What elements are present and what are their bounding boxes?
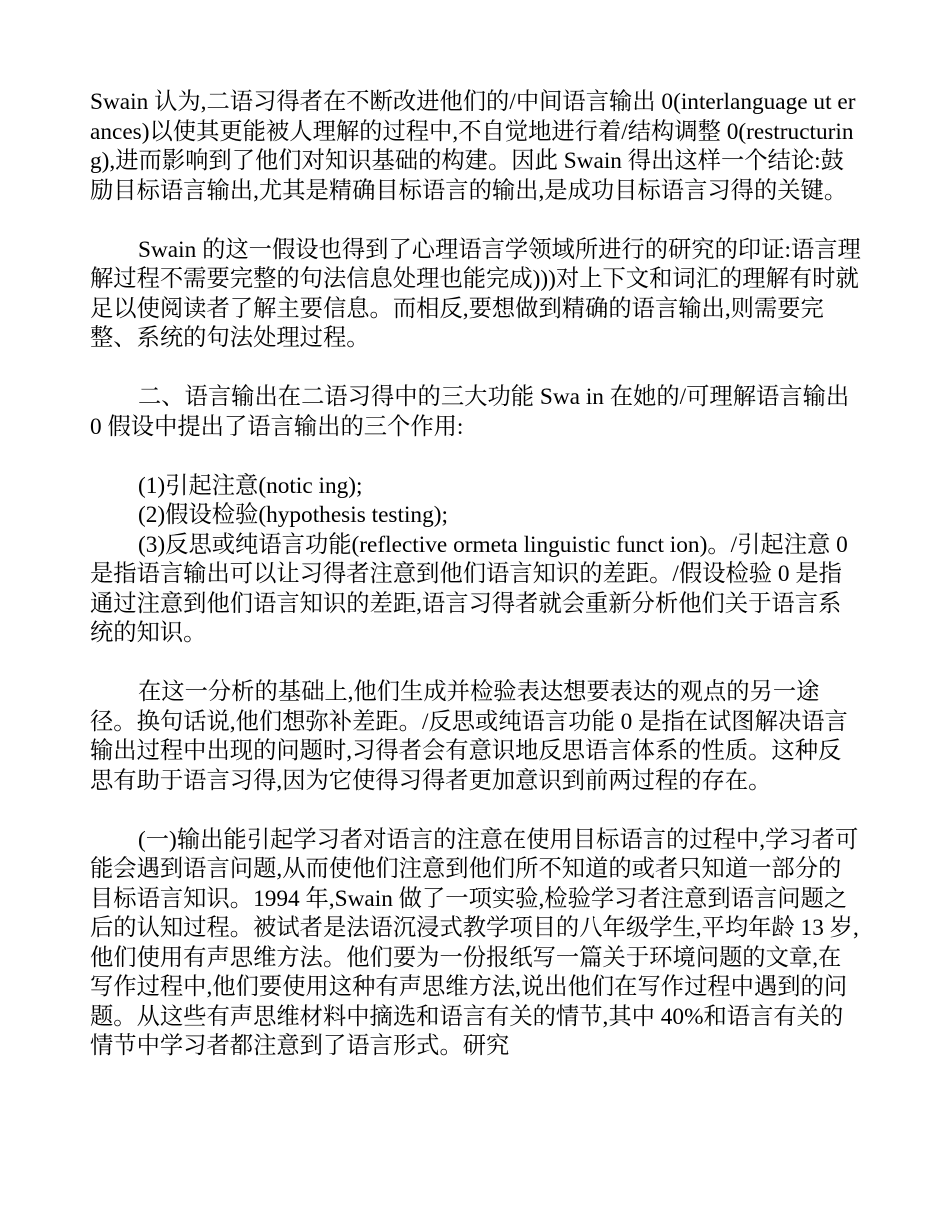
paragraph-swain-restructuring: Swain 认为,二语习得者在不断改进他们的/中间语言输出 0(interlanguage ut erances)以使其更能被人理解的过程中,不自觉地进行着/结构调整 0(restructuring),进而影响到了他们对知识基础的构建。因此 Swain 得出这样一个结论:鼓励目标语言输出,尤其是精确目标语言的输出,是成功目标语言习得的关键。	[90, 89, 856, 204]
function-list	[90, 472, 862, 649]
list-item-noticing: (1)引起注意(notic ing);	[138, 472, 363, 499]
paragraph-three-functions-heading: 二、语言输出在二语习得中的三大功能 Swa in 在她的/可理解语言输出 0 假设中提出了语言输出的三个作用:	[90, 384, 850, 440]
paragraph-noticing-experiment: (一)输出能引起学习者对语言的注意在使用目标语言的过程中,学习者可能会遇到语言问题,从而使他们注意到他们所不知道的或者只知道一部分的目标语言知识。1994 年,Swain 做了一项实验,检验学习者注意到语言问题之后的认知过程。被试者是法语沉浸式教学项目的八年级学生,平均年龄 13 岁,他们使用有声思维方法。他们要为一份报纸写一篇关于环境问题的文章,在写作过程中,他们要使用这种有声思维方法,说出他们在写作过程中遇到的问题。从这些有声思维材料中摘选和语言有关的情节,其中 40%和语言有关的情节中学习者都注意到了语言形式。研究	[90, 826, 859, 1059]
document-page	[90, 88, 862, 1091]
paragraph-psycholinguistic-evidence: Swain 的这一假设也得到了心理语言学领域所进行的研究的印证:语言理解过程不需要完整的句法信息处理也能完成)))对上下文和词汇的理解有时就足以使阅读者了解主要信息。而相反,要想做到精确的语言输出,则需要完整、系统的句法处理过程。	[90, 236, 861, 351]
list-item-metalinguistic: (3)反思或纯语言功能(reflective ormeta linguistic funct ion)。/引起注意 0 是指语言输出可以让习得者注意到他们语言知识的差距。/假设检验 0 是指通过注意到他们语言知识的差距,语言习得者就会重新分析他们关于语言系统的知识。	[90, 531, 848, 646]
paragraph-reflection: 在这一分析的基础上,他们生成并检验表达想要表达的观点的另一途径。换句话说,他们想弥补差距。/反思或纯语言功能 0 是指在试图解决语言输出过程中出现的问题时,习得者会有意识地反思语言体系的性质。这种反思有助于语言习得,因为它使得习得者更加意识到前两过程的存在。	[90, 679, 848, 794]
list-item-hypothesis-testing: (2)假设检验(hypothesis testing);	[138, 502, 448, 528]
